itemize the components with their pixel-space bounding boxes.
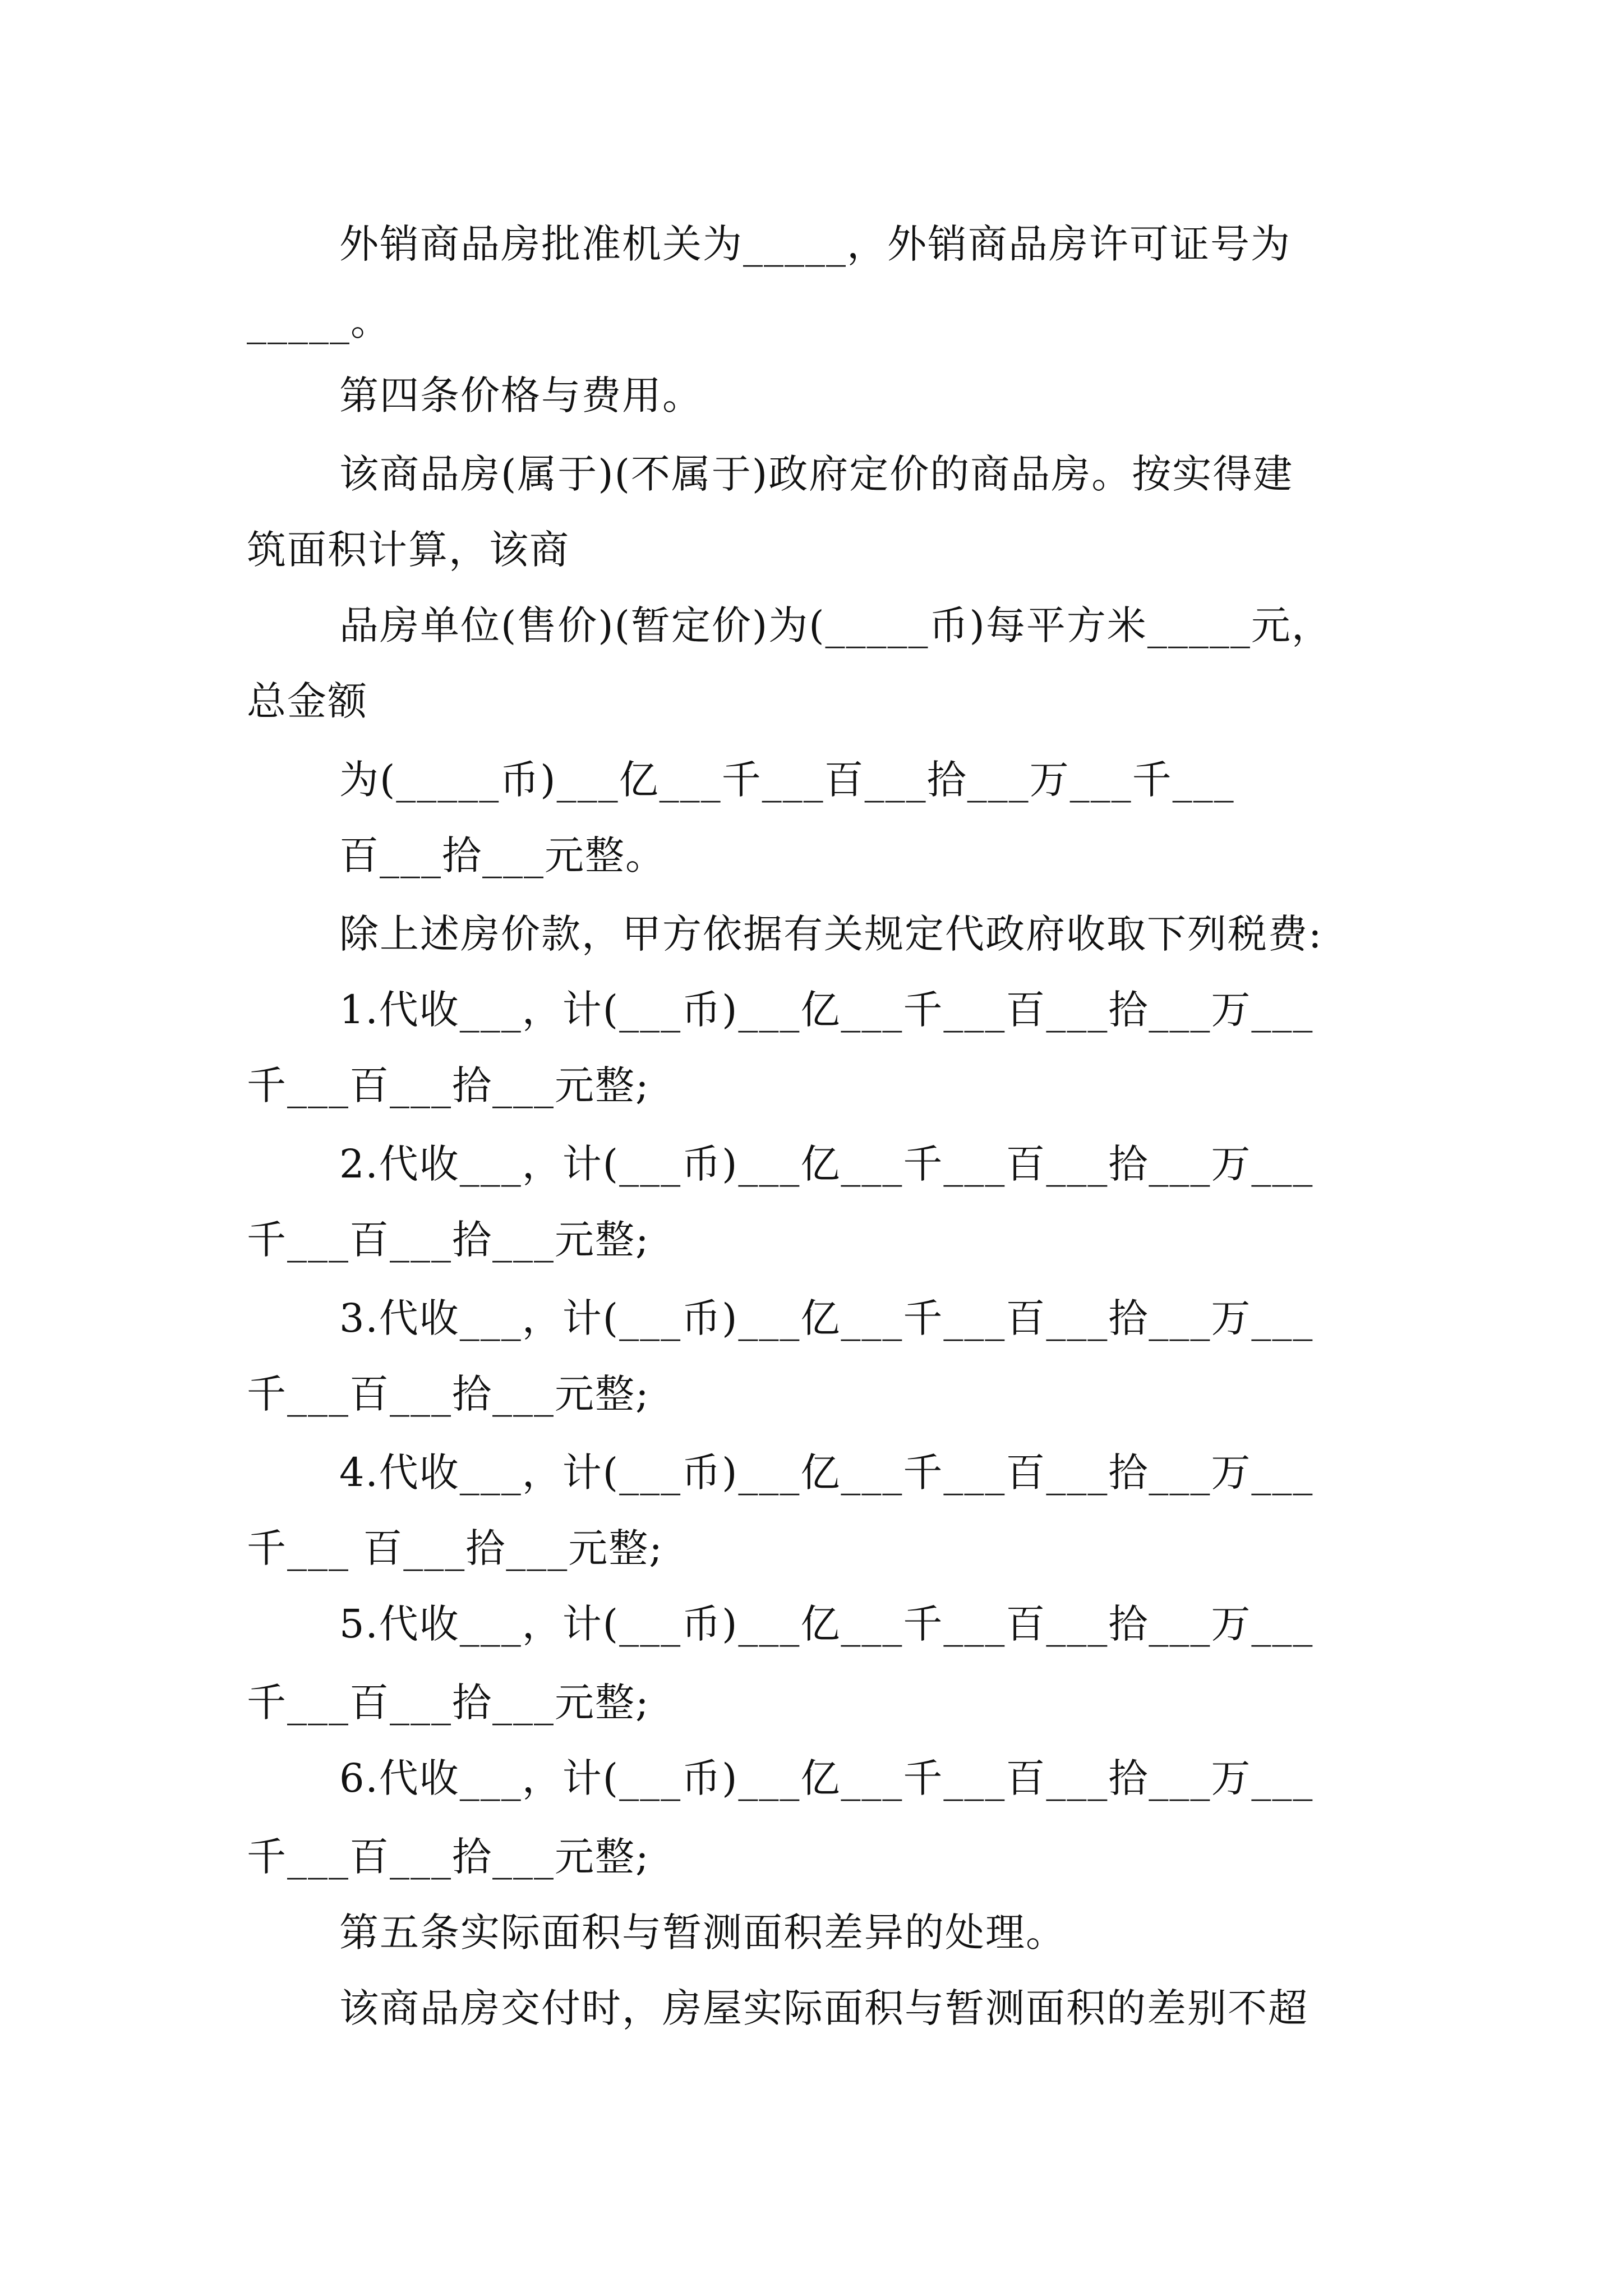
- text-line: _____。: [247, 298, 391, 344]
- text-line: 品房单位(售价)(暂定价)为(_____币)每平方米_____元，: [339, 602, 1332, 648]
- text-line: 除上述房价款，甲方依据有关规定代政府收取下列税费:: [339, 911, 1323, 957]
- text-line: 该商品房交付时，房屋实际面积与暂测面积的差别不超: [339, 1985, 1308, 2031]
- text-line: 为(_____币)___亿___千___百___拾___万___千___: [339, 757, 1235, 803]
- list-item-continuation: 千___百___拾___元整;: [247, 1834, 650, 1880]
- text-line: 百___拾___元整。: [339, 832, 666, 878]
- list-item: 1.代收___，计(___币)___亿___千___百___拾___万___: [339, 987, 1314, 1033]
- list-item: 3.代收___，计(___币)___亿___千___百___拾___万___: [339, 1295, 1314, 1341]
- text-line: 总金额: [247, 678, 368, 724]
- section-heading: 第四条价格与费用。: [339, 372, 703, 418]
- list-item: 4.代收___，计(___币)___亿___千___百___拾___万___: [339, 1450, 1314, 1496]
- list-item: 5.代收___，计(___币)___亿___千___百___拾___万___: [339, 1601, 1314, 1647]
- text-line: 筑面积计算，该商: [247, 527, 570, 573]
- section-heading: 第五条实际面积与暂测面积差异的处理。: [339, 1910, 1066, 1955]
- list-item-continuation: 千___百___拾___元整;: [247, 1217, 650, 1263]
- text-line: 该商品房(属于)(不属于)政府定价的商品房。按实得建: [339, 451, 1294, 497]
- list-item-continuation: 千___ 百___拾___元整;: [247, 1525, 663, 1571]
- list-item-continuation: 千___百___拾___元整;: [247, 1680, 650, 1726]
- list-item-continuation: 千___百___拾___元整;: [247, 1371, 650, 1417]
- list-item: 2.代收___，计(___币)___亿___千___百___拾___万___: [339, 1141, 1314, 1187]
- list-item: 6.代收___，计(___币)___亿___千___百___拾___万___: [339, 1755, 1314, 1801]
- list-item-continuation: 千___百___拾___元整;: [247, 1062, 650, 1108]
- text-line: 外销商品房批准机关为_____，外销商品房许可证号为: [339, 221, 1291, 267]
